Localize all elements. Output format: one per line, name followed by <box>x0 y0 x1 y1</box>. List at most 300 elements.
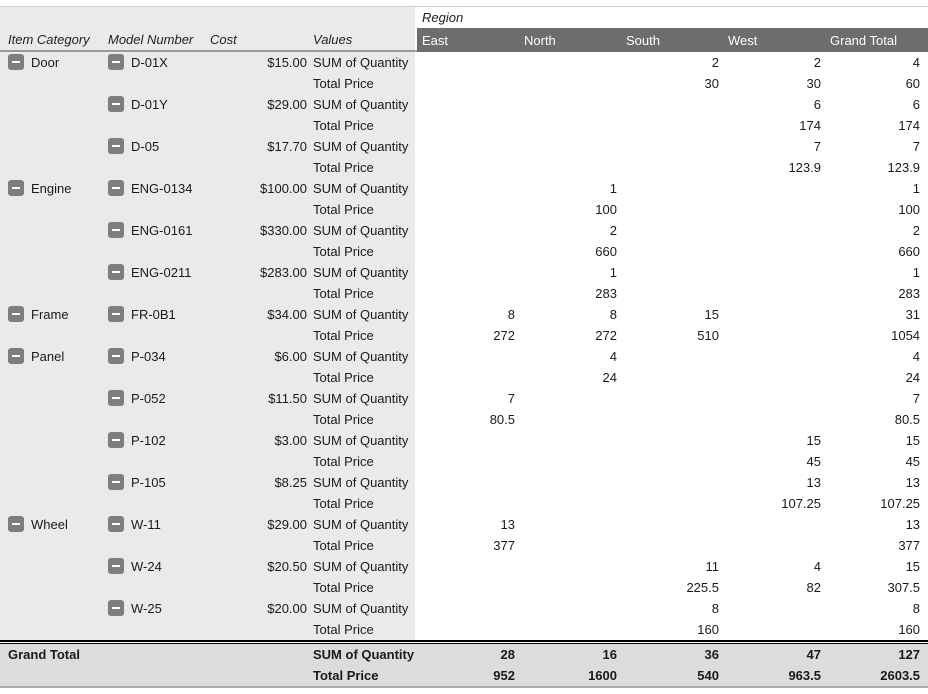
cell-south <box>621 94 723 115</box>
cell-east <box>417 157 519 178</box>
values-label-cell <box>310 73 417 94</box>
category-cell <box>0 535 105 556</box>
cost-cell <box>207 514 310 535</box>
cell-north <box>519 556 621 577</box>
collapse-button[interactable] <box>8 516 24 532</box>
pivot-row <box>0 94 928 115</box>
cell-south <box>621 367 723 388</box>
minus-icon <box>112 397 120 399</box>
values-label: SUM of Quantity <box>313 559 409 574</box>
collapse-button[interactable] <box>108 516 124 532</box>
cell-west <box>723 241 825 262</box>
minus-icon <box>12 61 20 63</box>
cost-value: $100.00 <box>260 181 307 196</box>
cell-north: 272 <box>519 325 621 346</box>
cell-south <box>621 157 723 178</box>
cell-west <box>723 346 825 367</box>
cell-south: 160 <box>621 619 723 640</box>
cost-cell <box>207 220 310 241</box>
model-label: W-11 <box>131 517 161 532</box>
values-label-cell <box>310 220 417 241</box>
cost-cell <box>207 73 310 94</box>
cost-value: $8.25 <box>274 475 307 490</box>
cell-north: 24 <box>519 367 621 388</box>
cost-cell <box>207 493 310 514</box>
cell-east <box>417 262 519 283</box>
values-label-cell <box>310 514 417 535</box>
empty-cell <box>207 665 310 686</box>
minus-icon <box>12 313 20 315</box>
empty-cell <box>105 644 207 665</box>
cost-cell <box>207 556 310 577</box>
values-label: Total Price <box>313 580 374 595</box>
model-cell <box>105 241 207 262</box>
cell-grand-total: 107.25 <box>825 493 928 514</box>
model-cell <box>105 94 207 115</box>
cost-value: $11.50 <box>268 391 307 406</box>
collapse-button[interactable] <box>108 264 124 280</box>
cost-cell <box>207 325 310 346</box>
pivot-row <box>0 199 928 220</box>
values-label: Total Price <box>313 622 374 637</box>
values-label-cell <box>310 346 417 367</box>
collapse-button[interactable] <box>108 600 124 616</box>
pivot-row <box>0 388 928 409</box>
category-cell <box>0 220 105 241</box>
pivot-row <box>0 52 928 73</box>
cost-cell <box>207 157 310 178</box>
values-label-cell <box>310 262 417 283</box>
cell-grand-total: 8 <box>825 598 928 619</box>
cost-cell <box>207 619 310 640</box>
values-label: Total Price <box>313 454 374 469</box>
cell-east <box>417 178 519 199</box>
cell-east <box>417 73 519 94</box>
cell-grand-total: 4 <box>825 52 928 73</box>
values-label: SUM of Quantity <box>313 97 409 112</box>
cell-east: 272 <box>417 325 519 346</box>
model-cell <box>105 556 207 577</box>
category-cell <box>0 241 105 262</box>
cell-west <box>723 325 825 346</box>
cell-south <box>621 430 723 451</box>
model-label: FR-0B1 <box>131 307 176 322</box>
values-label-cell <box>310 556 417 577</box>
values-label-cell <box>310 304 417 325</box>
header-west: West <box>723 28 825 52</box>
cost-cell <box>207 367 310 388</box>
model-cell <box>105 472 207 493</box>
empty-cell <box>105 665 207 686</box>
model-cell <box>105 346 207 367</box>
values-label-cell: SUM of Quantity <box>310 644 417 665</box>
minus-icon <box>112 145 120 147</box>
model-label: P-105 <box>131 475 166 490</box>
values-label: SUM of Quantity <box>313 307 409 322</box>
values-label: Total Price <box>313 412 374 427</box>
pivot-row <box>0 325 928 346</box>
model-cell <box>105 598 207 619</box>
cost-value: $29.00 <box>267 517 307 532</box>
header-east: East <box>417 28 519 52</box>
minus-icon <box>112 187 120 189</box>
cell-grand-total: 660 <box>825 241 928 262</box>
values-label-cell <box>310 535 417 556</box>
pivot-row <box>0 73 928 94</box>
model-cell <box>105 325 207 346</box>
cell-grand-total: 15 <box>825 430 928 451</box>
grand-total-label: Grand Total <box>0 644 105 665</box>
model-cell <box>105 619 207 640</box>
cell-west: 47 <box>723 644 825 665</box>
cost-cell <box>207 535 310 556</box>
pivot-row <box>0 241 928 262</box>
collapse-button[interactable] <box>108 474 124 490</box>
values-label: SUM of Quantity <box>313 349 409 364</box>
cell-grand-total: 127 <box>825 644 928 665</box>
cell-grand-total: 123.9 <box>825 157 928 178</box>
cell-grand-total: 13 <box>825 472 928 493</box>
cell-north <box>519 52 621 73</box>
pivot-row <box>0 136 928 157</box>
collapse-button[interactable] <box>108 96 124 112</box>
values-label-cell <box>310 199 417 220</box>
pivot-row <box>0 493 928 514</box>
cost-cell <box>207 178 310 199</box>
collapse-button[interactable] <box>8 306 24 322</box>
cell-south: 540 <box>621 665 723 686</box>
model-cell <box>105 304 207 325</box>
cell-north: 660 <box>519 241 621 262</box>
cell-east <box>417 241 519 262</box>
cell-south: 15 <box>621 304 723 325</box>
category-cell <box>0 409 105 430</box>
cell-north <box>519 136 621 157</box>
cell-north: 100 <box>519 199 621 220</box>
values-label-cell <box>310 388 417 409</box>
cost-cell <box>207 304 310 325</box>
pivot-row <box>0 262 928 283</box>
cell-west: 123.9 <box>723 157 825 178</box>
collapse-button[interactable] <box>108 558 124 574</box>
cell-east <box>417 52 519 73</box>
cell-west: 4 <box>723 556 825 577</box>
cost-cell <box>207 430 310 451</box>
cell-west: 174 <box>723 115 825 136</box>
header-model-number: Model Number <box>105 28 207 52</box>
values-label-cell <box>310 178 417 199</box>
minus-icon <box>12 187 20 189</box>
minus-icon <box>112 103 120 105</box>
cell-east <box>417 346 519 367</box>
category-cell <box>0 430 105 451</box>
cell-west <box>723 535 825 556</box>
cell-south <box>621 199 723 220</box>
values-label-cell <box>310 577 417 598</box>
cell-south <box>621 136 723 157</box>
cell-west: 45 <box>723 451 825 472</box>
category-cell <box>0 577 105 598</box>
pivot-table-container <box>0 6 928 688</box>
cost-cell <box>207 262 310 283</box>
model-cell <box>105 52 207 73</box>
values-label: SUM of Quantity <box>313 475 409 490</box>
cell-grand-total: 80.5 <box>825 409 928 430</box>
cell-south <box>621 115 723 136</box>
cell-south <box>621 514 723 535</box>
category-label: Door <box>31 55 60 70</box>
cell-south: 36 <box>621 644 723 665</box>
header-cost: Cost <box>207 28 310 52</box>
collapse-button[interactable] <box>108 180 124 196</box>
cell-north <box>519 514 621 535</box>
values-label: SUM of Quantity <box>313 223 409 238</box>
model-cell <box>105 514 207 535</box>
pivot-row <box>0 304 928 325</box>
values-label-cell <box>310 430 417 451</box>
minus-icon <box>112 481 120 483</box>
cost-cell <box>207 136 310 157</box>
model-cell <box>105 283 207 304</box>
cost-value: $3.00 <box>274 433 307 448</box>
cell-east: 8 <box>417 304 519 325</box>
model-cell <box>105 262 207 283</box>
values-label-cell <box>310 409 417 430</box>
collapse-button[interactable] <box>108 390 124 406</box>
cell-east <box>417 199 519 220</box>
values-label: SUM of Quantity <box>313 433 409 448</box>
cell-grand-total: 100 <box>825 199 928 220</box>
cell-south <box>621 409 723 430</box>
pivot-row <box>0 157 928 178</box>
category-label: Engine <box>31 181 72 196</box>
cell-north <box>519 598 621 619</box>
cell-east: 13 <box>417 514 519 535</box>
collapse-button[interactable] <box>108 222 124 238</box>
model-label: W-25 <box>131 601 162 616</box>
cell-grand-total: 2603.5 <box>825 665 928 686</box>
cost-cell <box>207 472 310 493</box>
cell-west <box>723 409 825 430</box>
model-cell <box>105 430 207 451</box>
category-cell <box>0 472 105 493</box>
cell-grand-total: 4 <box>825 346 928 367</box>
collapse-button[interactable] <box>8 54 24 70</box>
values-label-cell <box>310 325 417 346</box>
model-label: D-01X <box>131 55 168 70</box>
cell-grand-total: 1 <box>825 178 928 199</box>
model-cell <box>105 115 207 136</box>
cell-north: 8 <box>519 304 621 325</box>
cell-north <box>519 472 621 493</box>
cell-west: 963.5 <box>723 665 825 686</box>
pivot-row <box>0 346 928 367</box>
model-cell <box>105 367 207 388</box>
cell-east: 80.5 <box>417 409 519 430</box>
cell-north <box>519 577 621 598</box>
model-cell <box>105 409 207 430</box>
category-label: Wheel <box>31 517 68 532</box>
cell-grand-total: 1054 <box>825 325 928 346</box>
cell-west: 30 <box>723 73 825 94</box>
cell-west <box>723 220 825 241</box>
values-label: Total Price <box>313 160 374 175</box>
category-cell <box>0 178 105 199</box>
category-cell <box>0 598 105 619</box>
cell-north: 2 <box>519 220 621 241</box>
minus-icon <box>112 271 120 273</box>
cell-east <box>417 451 519 472</box>
values-label-cell <box>310 115 417 136</box>
cell-south: 8 <box>621 598 723 619</box>
values-label-cell <box>310 451 417 472</box>
cell-east <box>417 94 519 115</box>
header-south: South <box>621 28 723 52</box>
cell-east <box>417 556 519 577</box>
cost-value: $20.50 <box>267 559 307 574</box>
category-cell <box>0 115 105 136</box>
values-label: SUM of Quantity <box>313 391 409 406</box>
collapse-button[interactable] <box>108 306 124 322</box>
values-label-cell <box>310 493 417 514</box>
cost-cell <box>207 577 310 598</box>
category-cell <box>0 52 105 73</box>
grand-total-price-row <box>0 665 928 686</box>
cell-grand-total: 13 <box>825 514 928 535</box>
cell-north: 1 <box>519 262 621 283</box>
cell-south <box>621 346 723 367</box>
cell-east <box>417 367 519 388</box>
values-label: Total Price <box>313 76 374 91</box>
collapse-button[interactable] <box>8 180 24 196</box>
category-cell <box>0 73 105 94</box>
model-cell <box>105 136 207 157</box>
cost-cell <box>207 199 310 220</box>
cell-south <box>621 472 723 493</box>
cell-west <box>723 514 825 535</box>
minus-icon <box>112 607 120 609</box>
cell-north: 283 <box>519 283 621 304</box>
collapse-button[interactable] <box>108 432 124 448</box>
cell-east <box>417 115 519 136</box>
model-cell <box>105 451 207 472</box>
cell-west <box>723 304 825 325</box>
collapse-button[interactable] <box>108 138 124 154</box>
minus-icon <box>112 61 120 63</box>
category-cell <box>0 388 105 409</box>
values-label-cell <box>310 472 417 493</box>
category-cell <box>0 556 105 577</box>
values-label: SUM of Quantity <box>313 55 409 70</box>
cell-west: 13 <box>723 472 825 493</box>
grand-total-quantity-row <box>0 644 928 665</box>
category-cell <box>0 199 105 220</box>
values-label-cell <box>310 241 417 262</box>
cell-north <box>519 619 621 640</box>
cell-grand-total: 7 <box>825 388 928 409</box>
minus-icon <box>112 439 120 441</box>
header-north: North <box>519 28 621 52</box>
cell-west <box>723 388 825 409</box>
cost-value: $283.00 <box>260 265 307 280</box>
collapse-button[interactable] <box>8 348 24 364</box>
pivot-row <box>0 619 928 640</box>
cost-cell <box>207 115 310 136</box>
cell-grand-total: 7 <box>825 136 928 157</box>
values-label: Total Price <box>313 286 374 301</box>
cost-cell <box>207 451 310 472</box>
cell-east <box>417 430 519 451</box>
cell-east <box>417 136 519 157</box>
cost-value: $6.00 <box>274 349 307 364</box>
cell-east <box>417 220 519 241</box>
values-label: Total Price <box>313 244 374 259</box>
cell-south <box>621 262 723 283</box>
cell-south <box>621 451 723 472</box>
values-label-cell <box>310 598 417 619</box>
cell-south: 510 <box>621 325 723 346</box>
pivot-row <box>0 178 928 199</box>
cell-north <box>519 409 621 430</box>
cell-grand-total: 6 <box>825 94 928 115</box>
category-cell <box>0 367 105 388</box>
minus-icon <box>112 229 120 231</box>
category-cell <box>0 493 105 514</box>
cell-west: 15 <box>723 430 825 451</box>
pivot-row <box>0 367 928 388</box>
collapse-button[interactable] <box>108 348 124 364</box>
pivot-row <box>0 514 928 535</box>
cell-east <box>417 493 519 514</box>
cell-grand-total: 377 <box>825 535 928 556</box>
model-cell <box>105 493 207 514</box>
cell-west: 82 <box>723 577 825 598</box>
cell-west <box>723 367 825 388</box>
cell-west <box>723 262 825 283</box>
empty-cell <box>207 644 310 665</box>
cell-west <box>723 199 825 220</box>
cell-grand-total: 31 <box>825 304 928 325</box>
values-label-cell <box>310 94 417 115</box>
cost-cell <box>207 409 310 430</box>
model-cell <box>105 199 207 220</box>
cell-west <box>723 619 825 640</box>
cell-south <box>621 283 723 304</box>
values-label: Total Price <box>313 538 374 553</box>
category-cell <box>0 157 105 178</box>
cost-value: $15.00 <box>267 55 307 70</box>
values-label-cell <box>310 52 417 73</box>
values-label: SUM of Quantity <box>313 265 409 280</box>
cell-south: 11 <box>621 556 723 577</box>
pivot-row <box>0 451 928 472</box>
region-label: Region <box>422 10 464 25</box>
values-label: Total Price <box>313 202 374 217</box>
cell-grand-total: 60 <box>825 73 928 94</box>
cell-north <box>519 535 621 556</box>
collapse-button[interactable] <box>108 54 124 70</box>
values-label-cell <box>310 283 417 304</box>
model-label: ENG-0211 <box>131 265 192 280</box>
cell-grand-total: 307.5 <box>825 577 928 598</box>
cell-west <box>723 598 825 619</box>
category-cell <box>0 262 105 283</box>
pivot-row <box>0 220 928 241</box>
minus-icon <box>12 355 20 357</box>
category-cell <box>0 451 105 472</box>
cell-north: 4 <box>519 346 621 367</box>
minus-icon <box>12 523 20 525</box>
